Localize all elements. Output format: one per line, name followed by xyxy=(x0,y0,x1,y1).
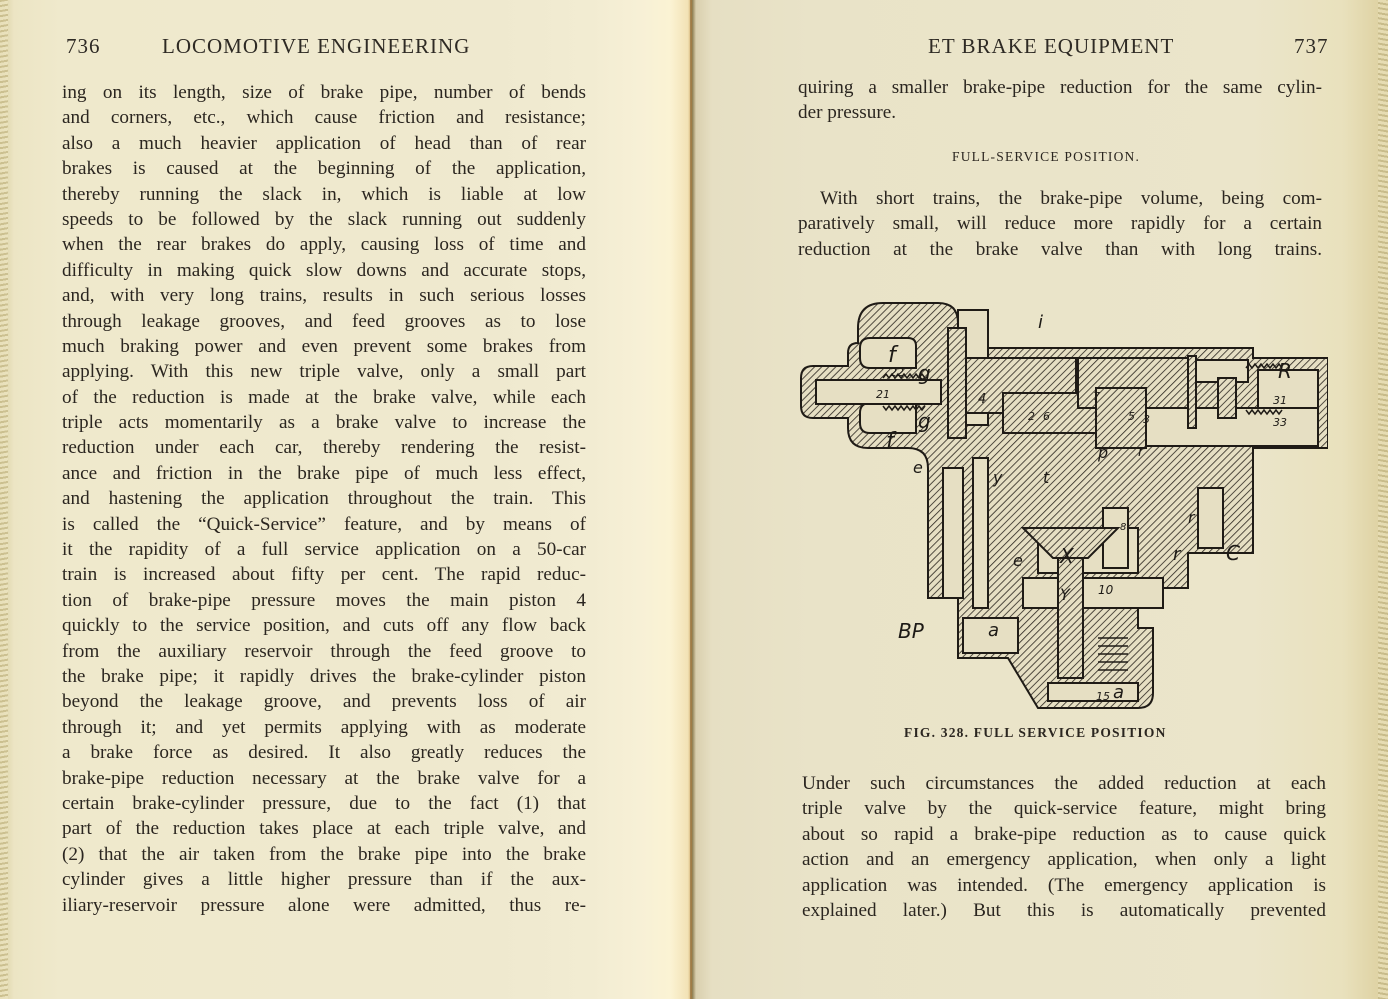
text-line: the brake pipe; it rapidly drives the brake-cylinder piston xyxy=(62,665,586,687)
label-f-top: f xyxy=(888,343,896,368)
label-21: 21 xyxy=(876,388,890,401)
text-line: also a much heavier application of head than of rear xyxy=(62,132,586,154)
right-intro-text xyxy=(798,75,1322,126)
label-g-bottom: g xyxy=(918,409,931,433)
label-BP: BP xyxy=(898,619,924,643)
text-line: der pressure. xyxy=(798,102,897,124)
text-line: difficulty in making quick slow downs and accurate stops, xyxy=(62,259,586,281)
label-e-top: e xyxy=(913,458,923,477)
text-line: is called the “Quick-Service” feature, and by means of xyxy=(62,513,586,535)
text-line: beyond the leakage groove, and prevents loss of air xyxy=(62,691,586,713)
text-line: triple acts momentarily as a brake valve to increase the xyxy=(62,412,586,434)
left-running-head: LOCOMOTIVE ENGINEERING xyxy=(162,34,471,58)
label-f-bottom: f xyxy=(886,429,894,454)
text-line: certain brake-cylinder pressure, due to the fact (1) that xyxy=(62,792,586,814)
text-line: about so rapid a brake-pipe reduction as to cause quick xyxy=(802,823,1326,845)
text-line: With short trains, the brake-pipe volume, being com- xyxy=(820,188,1322,209)
text-line: tion of brake-pipe pressure moves the main piston 4 xyxy=(62,589,586,611)
label-33: 33 xyxy=(1273,416,1287,429)
text-line: action and an emergency application, when only a light xyxy=(802,849,1326,871)
label-6: 6 xyxy=(1043,410,1050,423)
text-line: applying. With this new triple valve, only a small part xyxy=(62,361,586,383)
text-line: speeds to be followed by the slack running out suddenly xyxy=(62,208,586,230)
text-line: quiring a smaller brake-pipe reduction for the same cylin- xyxy=(798,77,1322,98)
label-e-mid: e xyxy=(1013,551,1023,570)
text-line: cylinder gives a little higher pressure than if the aux- xyxy=(62,869,586,891)
section-heading: FULL-SERVICE POSITION. xyxy=(952,149,1141,164)
text-line: brakes is caused at the beginning of the application, xyxy=(62,158,586,180)
text-line: paratively small, will reduce more rapidly for a certain xyxy=(798,213,1322,235)
text-line: triple valve by the quick-service feature, might bring xyxy=(802,798,1326,820)
label-r-lower: r xyxy=(1173,544,1181,565)
text-line: part of the reduction takes place at each triple valve, and xyxy=(62,818,586,840)
left-page xyxy=(0,0,692,999)
text-line: (2) that the air taken from the brake pipe into the brake xyxy=(62,843,586,865)
label-R: R xyxy=(1278,359,1292,383)
text-line: train is increased about fifty per cent. The rapid reduc- xyxy=(62,564,586,586)
label-a-left: a xyxy=(988,620,1000,641)
text-line: and, with very long trains, results in such serious losses xyxy=(62,285,586,307)
label-8: 8 xyxy=(1120,522,1127,533)
label-4: 4 xyxy=(978,392,987,407)
right-page-number: 737 xyxy=(1294,34,1329,58)
label-i: i xyxy=(1038,312,1044,333)
text-line: much braking power and even prevent some brakes from xyxy=(62,335,586,357)
label-7: 7 xyxy=(1093,390,1100,403)
text-line: ance and friction in the brake pipe of much less effect, xyxy=(62,462,586,484)
label-C: C xyxy=(1226,541,1240,565)
figure-caption: FIG. 328. FULL SERVICE POSITION xyxy=(904,725,1167,740)
text-line: explained later.) But this is automatically prevented xyxy=(802,899,1326,921)
page-edge-right xyxy=(1378,0,1388,999)
label-r-top: r xyxy=(1138,444,1144,460)
label-r-mid: r xyxy=(1188,508,1195,527)
page-edge-left xyxy=(0,0,8,999)
label-X: X xyxy=(1060,544,1074,568)
right-running-head: ET BRAKE EQUIPMENT xyxy=(928,34,1175,58)
label-2: 2 xyxy=(1028,410,1035,423)
text-line: reduction at the brake valve than with long trains. xyxy=(798,238,1322,260)
label-Y: Y xyxy=(1060,585,1070,604)
label-a-bottom: a xyxy=(1113,682,1125,703)
label-15: 15 xyxy=(1096,690,1110,703)
right-para2 xyxy=(802,771,1326,923)
text-line: when the rear brakes do apply, causing loss of time and xyxy=(62,234,586,256)
label-t: t xyxy=(1043,468,1050,487)
label-10: 10 xyxy=(1098,583,1114,597)
label-3: 3 xyxy=(1143,413,1150,426)
text-line: through leakage grooves, and feed grooves as to lose xyxy=(62,310,586,332)
right-para1 xyxy=(798,186,1322,262)
text-line: brake-pipe reduction necessary at the brake valve for a xyxy=(62,767,586,789)
label-p: p xyxy=(1098,443,1109,462)
label-5: 5 xyxy=(1128,410,1135,423)
text-line: and hastening the application throughout the train. This xyxy=(62,488,586,510)
text-line: a brake force as desired. It also greatly reduces the xyxy=(62,742,586,764)
text-line: from the auxiliary reservoir through the feed groove to xyxy=(62,640,586,662)
label-22: 22 xyxy=(890,366,904,379)
label-31: 31 xyxy=(1273,394,1287,407)
left-page-number: 736 xyxy=(66,34,101,58)
text-line: quickly to the service position, and cuts off any flow back xyxy=(62,615,586,637)
label-y: y xyxy=(993,468,1003,487)
left-body-text xyxy=(62,80,586,918)
text-line: reduction under each car, thereby rendering the resist- xyxy=(62,437,586,459)
text-line: iliary-reservoir pressure alone were admitted, thus re- xyxy=(62,894,586,916)
text-line: application was intended. (The emergency application is xyxy=(802,874,1326,896)
text-line: through it; and yet permits applying with as moderate xyxy=(62,716,586,738)
triple-valve-diagram xyxy=(798,298,1328,718)
label-g-top: g xyxy=(918,361,931,385)
text-line: and corners, etc., which cause friction and resistance; xyxy=(62,107,586,129)
text-line: Under such circumstances the added reduction at each xyxy=(802,773,1326,794)
text-line: thereby running the slack in, which is liable at low xyxy=(62,183,586,205)
text-line: it the rapidity of a full service application on a 50-car xyxy=(62,539,586,561)
text-line: ing on its length, size of brake pipe, number of bends xyxy=(62,82,586,103)
text-line: of the reduction is made at the brake valve, while each xyxy=(62,386,586,408)
